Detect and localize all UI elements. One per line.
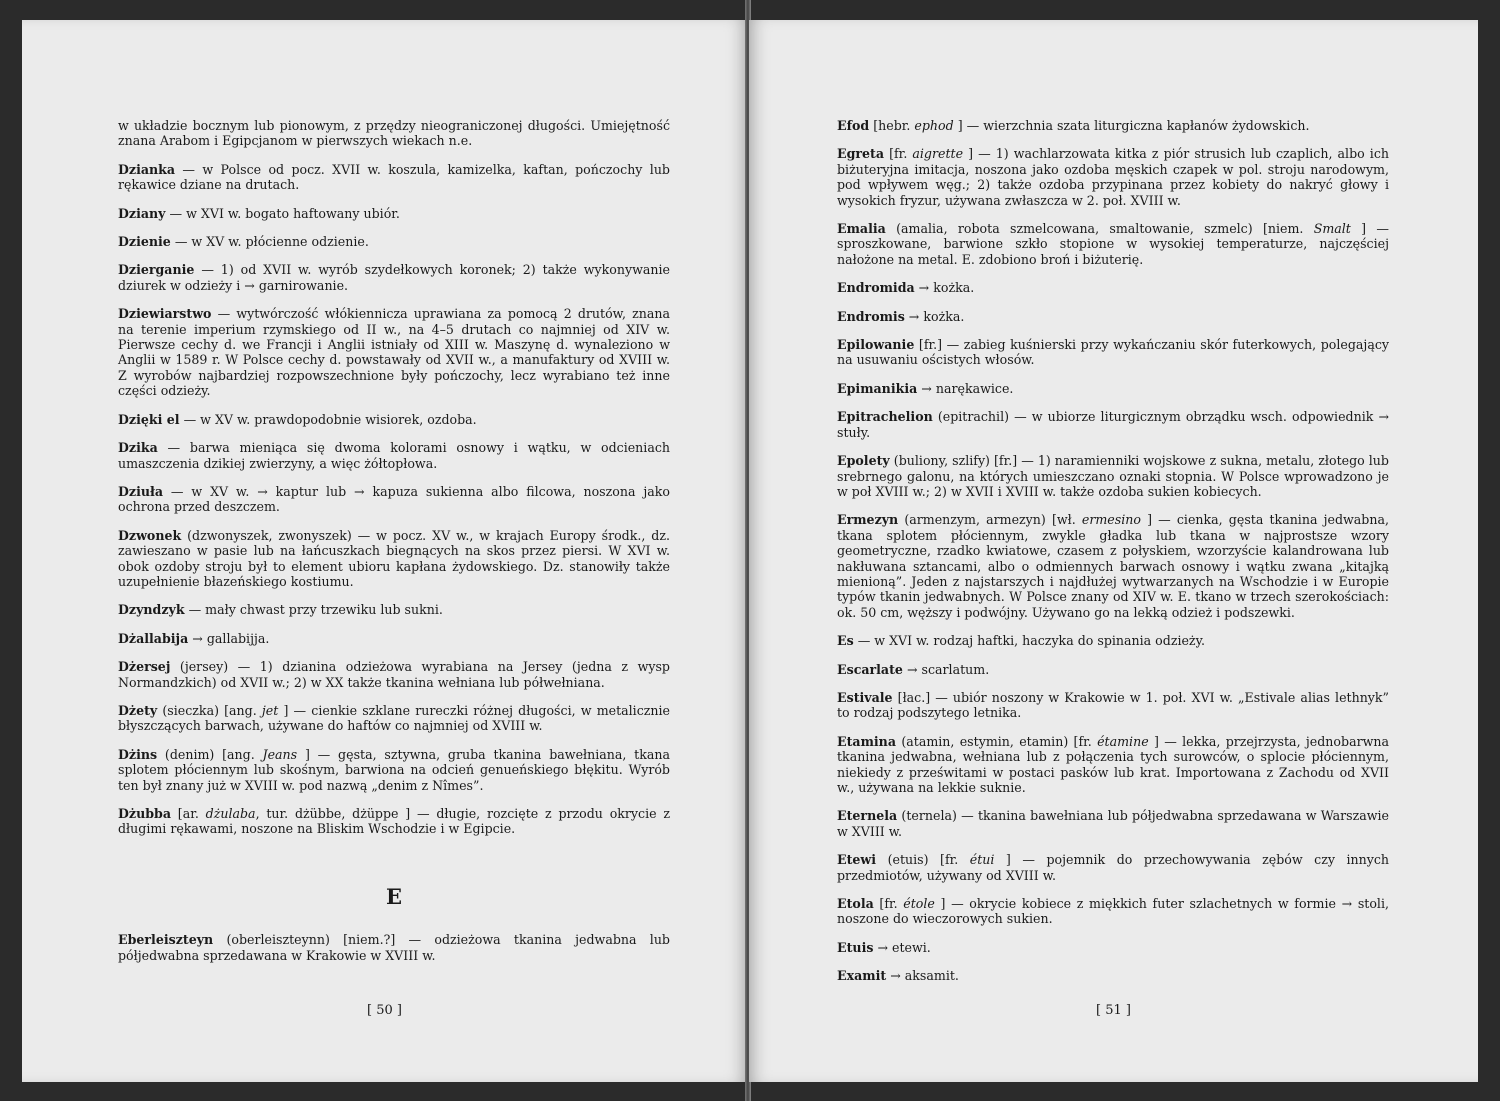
- continuation-text: w układzie bocznym lub pionowym, z przędzy nieograniczonej długości. Umiejętność znana Arabom i Egipcjanom w pierwszych wiekach n.e.: [118, 118, 670, 149]
- entry-headword: Epilowanie: [837, 337, 915, 353]
- dictionary-entry: [118, 806, 670, 837]
- entry-definition: — wytwórczość włókiennicza uprawiana za pomocą 2 drutów, znana na terenie imperium rzymskiego od II w., na 4–5 drutach co najmniej od XIV w. Pierwsze cechy d. we Francji i Anglii istniały od XIII w. Maszynę d. wynaleziono w Anglii w 1589 r. W Polsce cechy d. powstawały od XVII w., a manufaktury od XVIII w. Z wyrobów najbardziej rozpowszechnione były pończochy, lecz wyrabiano też inne części odzieży.: [118, 306, 670, 399]
- entry-headword: Epimanikia: [837, 380, 918, 396]
- dictionary-entry: [837, 512, 1389, 620]
- dictionary-entry: [837, 734, 1389, 796]
- entry-headword: Etamina: [837, 733, 897, 749]
- dictionary-entry: [118, 440, 670, 471]
- entry-etymology-word: Jeans: [262, 746, 298, 762]
- entry-etymology-word: étole: [903, 896, 935, 912]
- entry-headword: Estivale: [837, 689, 893, 705]
- entry-headword: Dziewiarstwo: [118, 306, 212, 322]
- entry-definition: — w XVI w. bogato haftowany ubiór.: [165, 205, 400, 221]
- left-entries-list: [118, 162, 670, 837]
- entry-definition-rest: ] — cienkie szklane rureczki różnej długości, w metalicznie błyszczących barwach, używane do haftów co najmniej od XVIII w.: [118, 702, 670, 734]
- dictionary-entry: [837, 146, 1389, 208]
- dictionary-entry: [837, 221, 1389, 267]
- entry-etymology-word: aigrette: [912, 146, 964, 162]
- dictionary-entry: [837, 690, 1389, 721]
- dictionary-entry: [837, 633, 1389, 648]
- entry-headword: Etewi: [837, 852, 877, 868]
- entry-headword: Dziuła: [118, 483, 164, 499]
- entry-etymology-word: ephod: [914, 118, 954, 133]
- right-entries-list: [837, 118, 1389, 984]
- entry-definition: → etewi.: [873, 939, 931, 955]
- entry-definition: — barwa mieniąca się dwoma kolorami osnowy i wątku, w odcieniach umaszczenia dzikiej zwierzyny, a więc żółtopłowa.: [118, 440, 670, 471]
- dictionary-entry: [837, 662, 1389, 677]
- entry-headword: Etuis: [837, 939, 874, 955]
- entry-headword: Epolety: [837, 453, 890, 469]
- dictionary-entry: [118, 484, 670, 515]
- entry-definition: (buliony, szlify) [fr.] — 1) naramienniki wojskowe z sukna, metalu, złotego lub srebrnego galonu, na których umieszczano oznaki stopnia. W Polsce wprowadzono je w poł XVIII w.; 2) w XVII i XVIII w. także ozdoba sukien kobiecych.: [837, 453, 1389, 499]
- entry-definition: → kożka.: [914, 280, 975, 296]
- entry-definition-rest: ] — sproszkowane, barwione szkło stopione w wysokiej temperaturze, najczęściej nałożone na metal. E. zdobiono broń i biżuterię.: [837, 221, 1389, 267]
- dictionary-entry: [118, 528, 670, 590]
- entry-definition: (sieczka) [ang.: [157, 702, 262, 718]
- entry-headword: Egreta: [837, 146, 885, 162]
- dictionary-entry: [837, 453, 1389, 499]
- entry-definition-rest: ] — 1) wachlarzowata kitka z piór strusich lub czaplich, albo ich biżuteryjna imitacja, noszona jako ozdoba męskich czapek w pol. stroju narodowym, pod wpływem węg.; 2) także ozdoba przypinana przez kobiety do nakryć głowy i wysokich fryzur, używana zwłaszcza w 2. poł. XVIII w.: [837, 146, 1389, 208]
- dictionary-entry: [118, 659, 670, 690]
- entry-definition: → narękawice.: [917, 380, 1014, 396]
- dictionary-entry: [837, 309, 1389, 324]
- entry-etymology-word: ermesino: [1081, 512, 1141, 528]
- entry-headword: Dzięki el: [118, 411, 180, 427]
- right-text-column: [837, 118, 1389, 997]
- entry-definition: — w XVI w. rodzaj haftki, haczyka do spinania odzieży.: [853, 633, 1206, 649]
- entry-definition-rest: ] — wierzchnia szata liturgiczna kapłanów żydowskich.: [953, 118, 1310, 133]
- entry-headword: Dżallabija: [118, 630, 189, 646]
- entry-definition-rest: , tur. dżübbe, dżüppe ] — długie, rozcięte z przodu okrycie z długimi rękawami, noszone na Bliskim Wschodzie i w Egipcie.: [118, 806, 670, 837]
- entry-definition: — w XV w. płócienne odzienie.: [170, 234, 369, 250]
- entry-definition-rest: ] — cienka, gęsta tkanina jedwabna, tkana splotem płóciennym, zwykle gładka lub tkana w najprostsze wzory geometryczne, rzadko kwiatowe, czasem z połyskiem, wzorzyście kalandrowana lub nakłuwana sztancami, albo o odmiennych barwach osnowy i wątku zwana „kitajką mienioną”. Jeden z najstarszych i najdłużej wytwarzanych na Wschodzie i w Europie typów tkanin jedwabnych. W Polsce znany od XIV w. E. tkano w trzech szerokościach: ok. 50 cm, węższy i podwójny. Używano go na lekką odzież i podszewki.: [837, 512, 1389, 620]
- dictionary-entry: [118, 631, 670, 646]
- entry-headword: Dzwonek: [118, 527, 182, 543]
- entry-headword: Dzika: [118, 440, 158, 456]
- dictionary-entry: [837, 968, 1389, 983]
- entry-definition: — w XV w. → kaptur lub → kapuza sukienna albo filcowa, noszona jako ochrona przed deszczem.: [118, 483, 670, 515]
- entry-headword: Dzierganie: [118, 262, 195, 278]
- entry-headword: Endromida: [837, 280, 915, 296]
- dictionary-entry: [118, 932, 670, 963]
- left-e-entries-list: [118, 932, 670, 963]
- entry-definition: (denim) [ang.: [157, 746, 263, 762]
- entry-definition: → kożka.: [904, 308, 965, 324]
- entry-headword: Eberleiszteyn: [118, 932, 214, 948]
- entry-etymology-word: étui: [969, 852, 995, 868]
- entry-headword: Dzyndzyk: [118, 602, 185, 618]
- dictionary-entry: [118, 747, 670, 793]
- dictionary-entry: [118, 412, 670, 427]
- entry-headword: Etola: [837, 896, 874, 912]
- entry-definition: (armenzym, armezyn) [wł.: [898, 512, 1082, 528]
- entry-headword: Escarlate: [837, 661, 903, 677]
- entry-definition: — mały chwast przy trzewiku lub sukni.: [184, 602, 443, 618]
- entry-headword: Examit: [837, 968, 887, 984]
- entry-etymology-word: dżulaba: [205, 806, 256, 821]
- entry-headword: Eternela: [837, 808, 898, 824]
- entry-definition: → gallabijja.: [188, 630, 270, 646]
- entry-definition: — w XV w. prawdopodobnie wisiorek, ozdoba.: [179, 411, 477, 427]
- dictionary-entry: [118, 602, 670, 617]
- entry-definition: → aksamit.: [886, 968, 959, 984]
- right-page: [749, 20, 1478, 1082]
- entry-definition: [fr.: [873, 896, 904, 912]
- entry-headword: Emalia: [837, 221, 886, 237]
- page-number-right: [ 51 ]: [1096, 1003, 1131, 1018]
- entry-definition: [fr.] — zabieg kuśnierski przy wykańczaniu skór futerkowych, polegający na usuwaniu ościstych włosów.: [837, 337, 1389, 368]
- dictionary-entry: [837, 118, 1389, 133]
- dictionary-entry: [118, 162, 670, 193]
- entry-definition: (jersey) — 1) dzianina odzieżowa wyrabiana na Jersey (jedna z wysp Normandzkich) od XVII w.; 2) w XX także tkanina wełniana lub półwełniana.: [118, 659, 670, 690]
- entry-definition: [hebr.: [869, 118, 915, 133]
- entry-etymology-word: Smalt: [1313, 221, 1351, 237]
- left-text-column: [118, 118, 670, 976]
- dictionary-entry: [837, 337, 1389, 368]
- entry-definition: (ternela) — tkanina bawełniana lub półjedwabna sprzedawana w Warszawie w XVIII w.: [837, 808, 1389, 839]
- entry-headword: Epitrachelion: [837, 409, 933, 425]
- entry-headword: Ermezyn: [837, 512, 899, 528]
- entry-headword: Dżersej: [118, 659, 171, 675]
- entry-headword: Dżubba: [118, 806, 172, 821]
- entry-headword: Dzienie: [118, 234, 171, 250]
- entry-definition: [fr.: [884, 146, 913, 162]
- entry-definition: (dzwonyszek, zwonyszek) — w pocz. XV w., w krajach Europy środk., dz. zawieszano w pasie lub na łańcuszkach biegnących na skos przez piersi. W XVI w. obok ozdoby stroju był to element ubioru kapłana żydowskiego. Dz. stanowiły także uzupełnienie błazeńskiego kostiumu.: [118, 527, 670, 589]
- entry-definition: (atamin, estymin, etamin) [fr.: [896, 733, 1098, 749]
- entry-headword: Es: [837, 633, 854, 649]
- dictionary-entry: [118, 306, 670, 398]
- dictionary-entry: [837, 852, 1389, 883]
- entry-headword: Dzianka: [118, 161, 176, 177]
- entry-definition-rest: ] — okrycie kobiece z miękkich futer szlachetnych w formie → stoli, noszone do wieczorowych sukien.: [837, 896, 1389, 927]
- entry-definition: (epitrachil) — w ubiorze liturgicznym obrządku wsch. odpowiednik → stuły.: [837, 409, 1389, 440]
- dictionary-entry: [118, 703, 670, 734]
- dictionary-entry: [118, 262, 670, 293]
- section-letter: E: [385, 883, 402, 909]
- entry-etymology-word: étamine: [1097, 733, 1149, 749]
- entry-etymology-word: jet: [261, 702, 279, 718]
- dictionary-entry: [118, 206, 670, 221]
- entry-headword: Dżety: [118, 702, 158, 718]
- dictionary-entry: [837, 381, 1389, 396]
- entry-definition: (etuis) [fr.: [876, 852, 970, 868]
- entry-definition: — 1) od XVII w. wyrób szydełkowych koronek; 2) także wykonywanie dziurek w odzieży i → garnirowanie.: [118, 262, 670, 293]
- entry-definition-rest: ] — pojemnik do przechowywania zębów czy innych przedmiotów, używany od XVIII w.: [837, 852, 1389, 883]
- dictionary-entry: [837, 896, 1389, 927]
- entry-headword: Dziany: [118, 205, 166, 221]
- dictionary-entry: [837, 409, 1389, 440]
- entry-definition: (oberleiszteynn) [niem.?] — odzieżowa tkanina jedwabna lub półjedwabna sprzedawana w Krakowie w XVIII w.: [118, 932, 670, 963]
- dictionary-entry: [118, 234, 670, 249]
- entry-definition-rest: ] — gęsta, sztywna, gruba tkanina bawełniana, tkana splotem płóciennym lub skośnym, barwiona na odcień genueńskiego błękitu. Wyrób ten był znany już w XVIII w. pod nazwą „denim z Nîmes”.: [118, 746, 670, 793]
- dictionary-entry: [837, 808, 1389, 839]
- entry-definition-rest: ] — lekka, przejrzysta, jednobarwna tkanina jedwabna, wełniana lub z połączenia tych surowców, o splocie płóciennym, niekiedy z prześwitami w postaci pasków lub krat. Importowana z Zachodu od XVII w., używana na lekkie suknie.: [837, 733, 1389, 795]
- page-number-left: [ 50 ]: [367, 1003, 402, 1018]
- entry-headword: Dżins: [118, 746, 158, 762]
- left-page: [22, 20, 747, 1082]
- entry-definition: (amalia, robota szmelcowana, smaltowanie, szmelc) [niem.: [885, 221, 1314, 237]
- entry-definition: [ar.: [171, 806, 206, 821]
- dictionary-entry: [837, 280, 1389, 295]
- entry-definition: [łac.] — ubiór noszony w Krakowie w 1. poł. XVI w. „Estivale alias lethnyk” to rodzaj podszytego letnika.: [837, 689, 1389, 721]
- entry-headword: Endromis: [837, 308, 905, 324]
- entry-definition: → scarlatum.: [902, 661, 990, 677]
- dictionary-entry: [837, 940, 1389, 955]
- entry-definition: — w Polsce od pocz. XVII w. koszula, kamizelka, kaftan, pończochy lub rękawice dziane na drutach.: [118, 161, 670, 193]
- entry-headword: Efod: [837, 118, 870, 133]
